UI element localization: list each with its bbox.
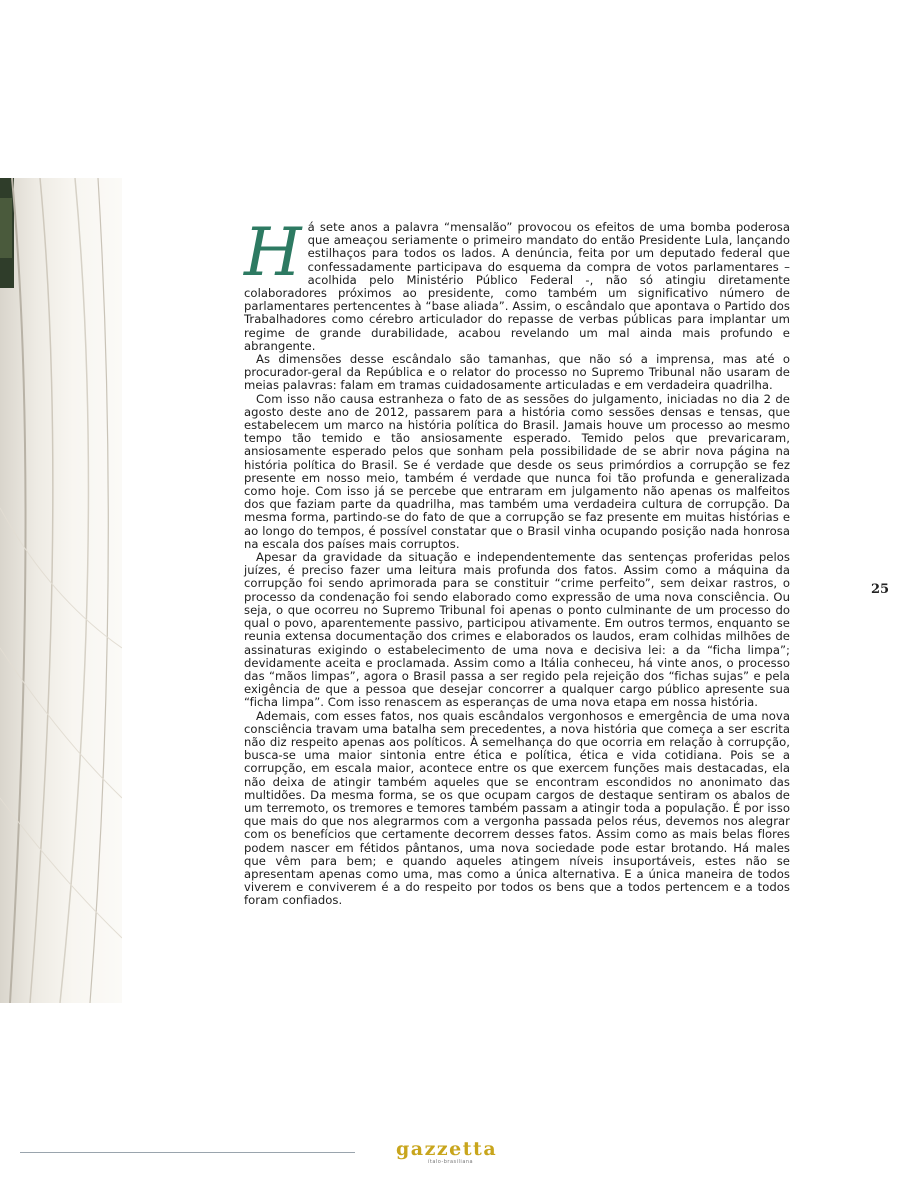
building-photo-curves [0, 178, 122, 1003]
paragraph-1: á sete anos a palavra “mensalão” provocou os efeitos de uma bomba poderosa que ameaçou seriamente o primeiro mandato do então Presidente Lula, lançando estilhaços para todos os lados. A denúncia, feita por um deputado federal que confessadamente participava do esquema da compra de votos parlamentares – acolhida pelo Ministério Público Federal -, não só atingiu diretamente colaboradores próximos ao presidente, como também um significativo número de parlamentares pertencentes à “base aliada”. Assim, o escândalo que apontava o Partido dos Trabalhadores como cérebro articulador do repasse de verbas públicas para implantar um regime de grande durabilidade, acabou revelando um mal ainda mais profundo e abrangente. [244, 220, 790, 353]
paragraph-3: Com isso não causa estranheza o fato de as sessões do julgamento, iniciadas no dia 2 de agosto deste ano de 2012, passarem para a história como sessões densas e tensas, que estabelecem um marco na história política do Brasil. Jamais houve um processo ao mesmo tempo tão temido e tão ansiosamente esperado. Temido pelos que prevaricaram, ansiosamente esperado pelos que sonham pela possibilidade de se abrir nova página na história política do Brasil. Se é verdade que desde os seus primórdios a corrupção se fez presente em nosso meio, também é verdade que nunca foi tão profunda e generalizada como hoje. Com isso já se percebe que entraram em julgamento não apenas os malfeitos dos que faziam parte da quadrilha, mas também uma verdadeira cultura de corrupção. Da mesma forma, partindo-se do fato de que a corrupção se faz presente em muitas histórias e ao longo do tempos, é possível constatar que o Brasil vinha ocupando posição nada honrosa na escala dos países mais corruptos. [244, 391, 790, 551]
paragraph-4: Apesar da gravidade da situação e independentemente das sentenças proferidas pelos juízes, é preciso fazer uma leitura mais profunda dos fatos. Assim como a máquina da corrupção foi sendo aprimorada para se constituir “crime perfeito”, sem deixar rastros, o processo da condenação foi sendo elaborado como expressão de uma nova consciência. Ou seja, o que ocorreu no Supremo Tribunal foi apenas o ponto culminante de um processo do qual o povo, aparentemente passivo, participou ativamente. Em outros termos, enquanto se reunia extensa documentação dos crimes e elaborados os laudos, eram colhidas milhões de assinaturas exigindo o estabelecimento de uma nova e decisiva lei: a da “ficha limpa”; devidamente aceita e proclamada. Assim como a Itália conheceu, há vinte anos, o processo das “mãos limpas”, agora o Brasil passa a ser regido pela rejeição dos “fichas sujas” e pela exigência de que a pessoa que desejar concorrer a qualquer cargo público apresente sua “ficha limpa”. Com isso renascem as esperanças de uma nova etapa em nossa história. [244, 550, 790, 710]
logo-wordmark: gazzetta [396, 1138, 498, 1160]
drop-cap: H [244, 214, 302, 291]
page-number: 25 [871, 582, 890, 597]
gazzetta-logo [396, 1138, 512, 1168]
paragraph-2: As dimensões desse escândalo são tamanhas, que não só a imprensa, mas até o procurador-geral da República e o relator do processo no Supremo Tribunal não usaram de meias palavras: falam em tramas cuidadosamente articuladas e em verdadeira quadrilha. [244, 352, 790, 393]
footer-divider [20, 1152, 355, 1153]
article-body [244, 214, 790, 908]
paragraph-5: Ademais, com esses fatos, nos quais escândalos vergonhosos e emergência de uma nova consciência travam uma batalha sem precedentes, a nova história que começa a ser escrita não diz respeito apenas aos políticos. À semelhança do que ocorria em relação à corrupção, busca-se uma maior sintonia entre ética e política, ética e vida cotidiana. Pois se a corrupção, em escala maior, acontece entre os que exercem funções mais destacadas, ela não deixa de atingir também aqueles que se encontram escondidos no anonimato das multidões. Da mesma forma, se os que ocupam cargos de destaque sentiram os abalos de um terremoto, os tremores e temores também passam a atingir toda a população. É por isso que mais do que nos alegrarmos com a vergonha passada pelos réus, devemos nos alegrar com os benefícios que certamente decorrem desses fatos. Assim como as mais belas flores podem nascer em fétidos pântanos, uma nova sociedade pode estar brotando. Há males que vêm para bem; e quando aqueles atingem níveis insuportáveis, estes não se apresentam apenas como uma, mas como a única alternativa. E a única maneira de todos viverem e conviverem é a do respeito por todos os bens que a todos pertencem e a todos foram confiados. [244, 708, 790, 908]
logo-subtitle: ítalo-brasiliana [428, 1159, 474, 1165]
building-photo [0, 178, 122, 1003]
